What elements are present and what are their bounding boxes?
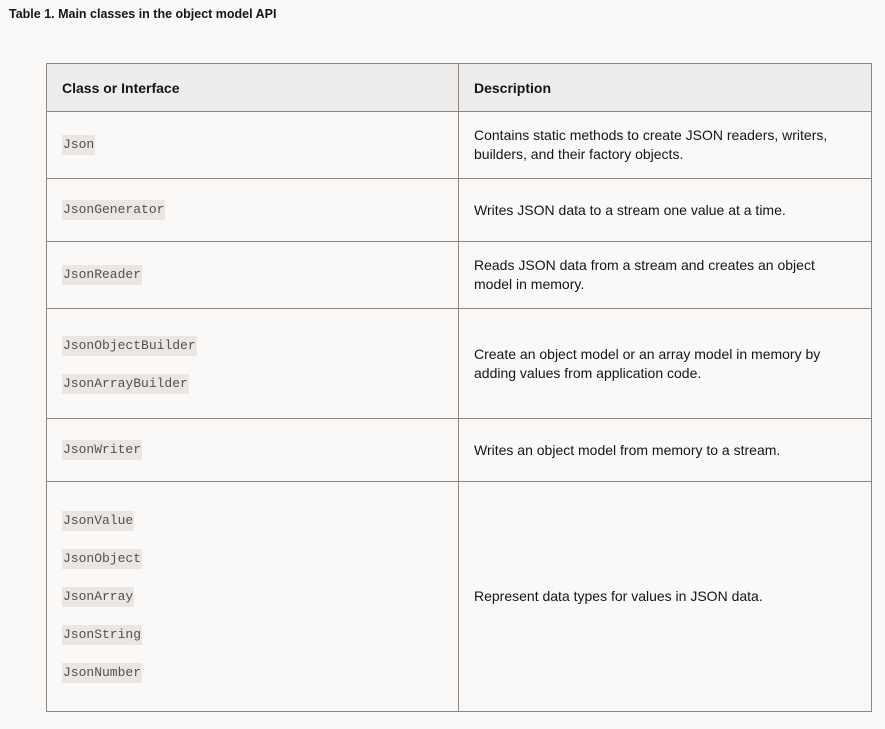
description-cell: Writes an object model from memory to a stream.: [459, 419, 872, 482]
class-cell: [47, 419, 459, 482]
class-name: JsonArrayBuilder: [62, 374, 189, 394]
classes-table: [46, 63, 872, 712]
header-class-or-interface: Class or Interface: [47, 64, 459, 112]
class-name: JsonReader: [62, 265, 142, 285]
table-row: [47, 242, 872, 309]
class-cell: [47, 309, 459, 419]
table-row: [47, 419, 872, 482]
class-cell: [47, 112, 459, 179]
table-caption: Table 1. Main classes in the object model API: [9, 7, 277, 21]
class-cell: [47, 179, 459, 242]
description-cell: Create an object model or an array model in memory by adding values from application code.: [459, 309, 872, 419]
header-description: Description: [459, 64, 872, 112]
description-cell: Contains static methods to create JSON readers, writers, builders, and their factory objects.: [459, 112, 872, 179]
class-name: JsonObjectBuilder: [62, 336, 197, 356]
class-name: Json: [62, 135, 95, 155]
class-name-list: [62, 511, 443, 683]
description-cell: Represent data types for values in JSON data.: [459, 482, 872, 712]
class-name: JsonString: [62, 625, 142, 645]
description-cell: Reads JSON data from a stream and creates an object model in memory.: [459, 242, 872, 309]
class-cell: [47, 242, 459, 309]
table-row: [47, 309, 872, 419]
class-name: JsonWriter: [62, 440, 142, 460]
class-cell: [47, 482, 459, 712]
class-name: JsonNumber: [62, 663, 142, 683]
table-header-row: [47, 64, 872, 112]
table-row: [47, 112, 872, 179]
class-name: JsonObject: [62, 549, 142, 569]
table-row: [47, 179, 872, 242]
class-name: JsonGenerator: [62, 200, 165, 220]
class-name-list: [62, 334, 443, 394]
table-row: [47, 482, 872, 712]
description-cell: Writes JSON data to a stream one value at a time.: [459, 179, 872, 242]
class-name: JsonValue: [62, 511, 134, 531]
class-name: JsonArray: [62, 587, 134, 607]
